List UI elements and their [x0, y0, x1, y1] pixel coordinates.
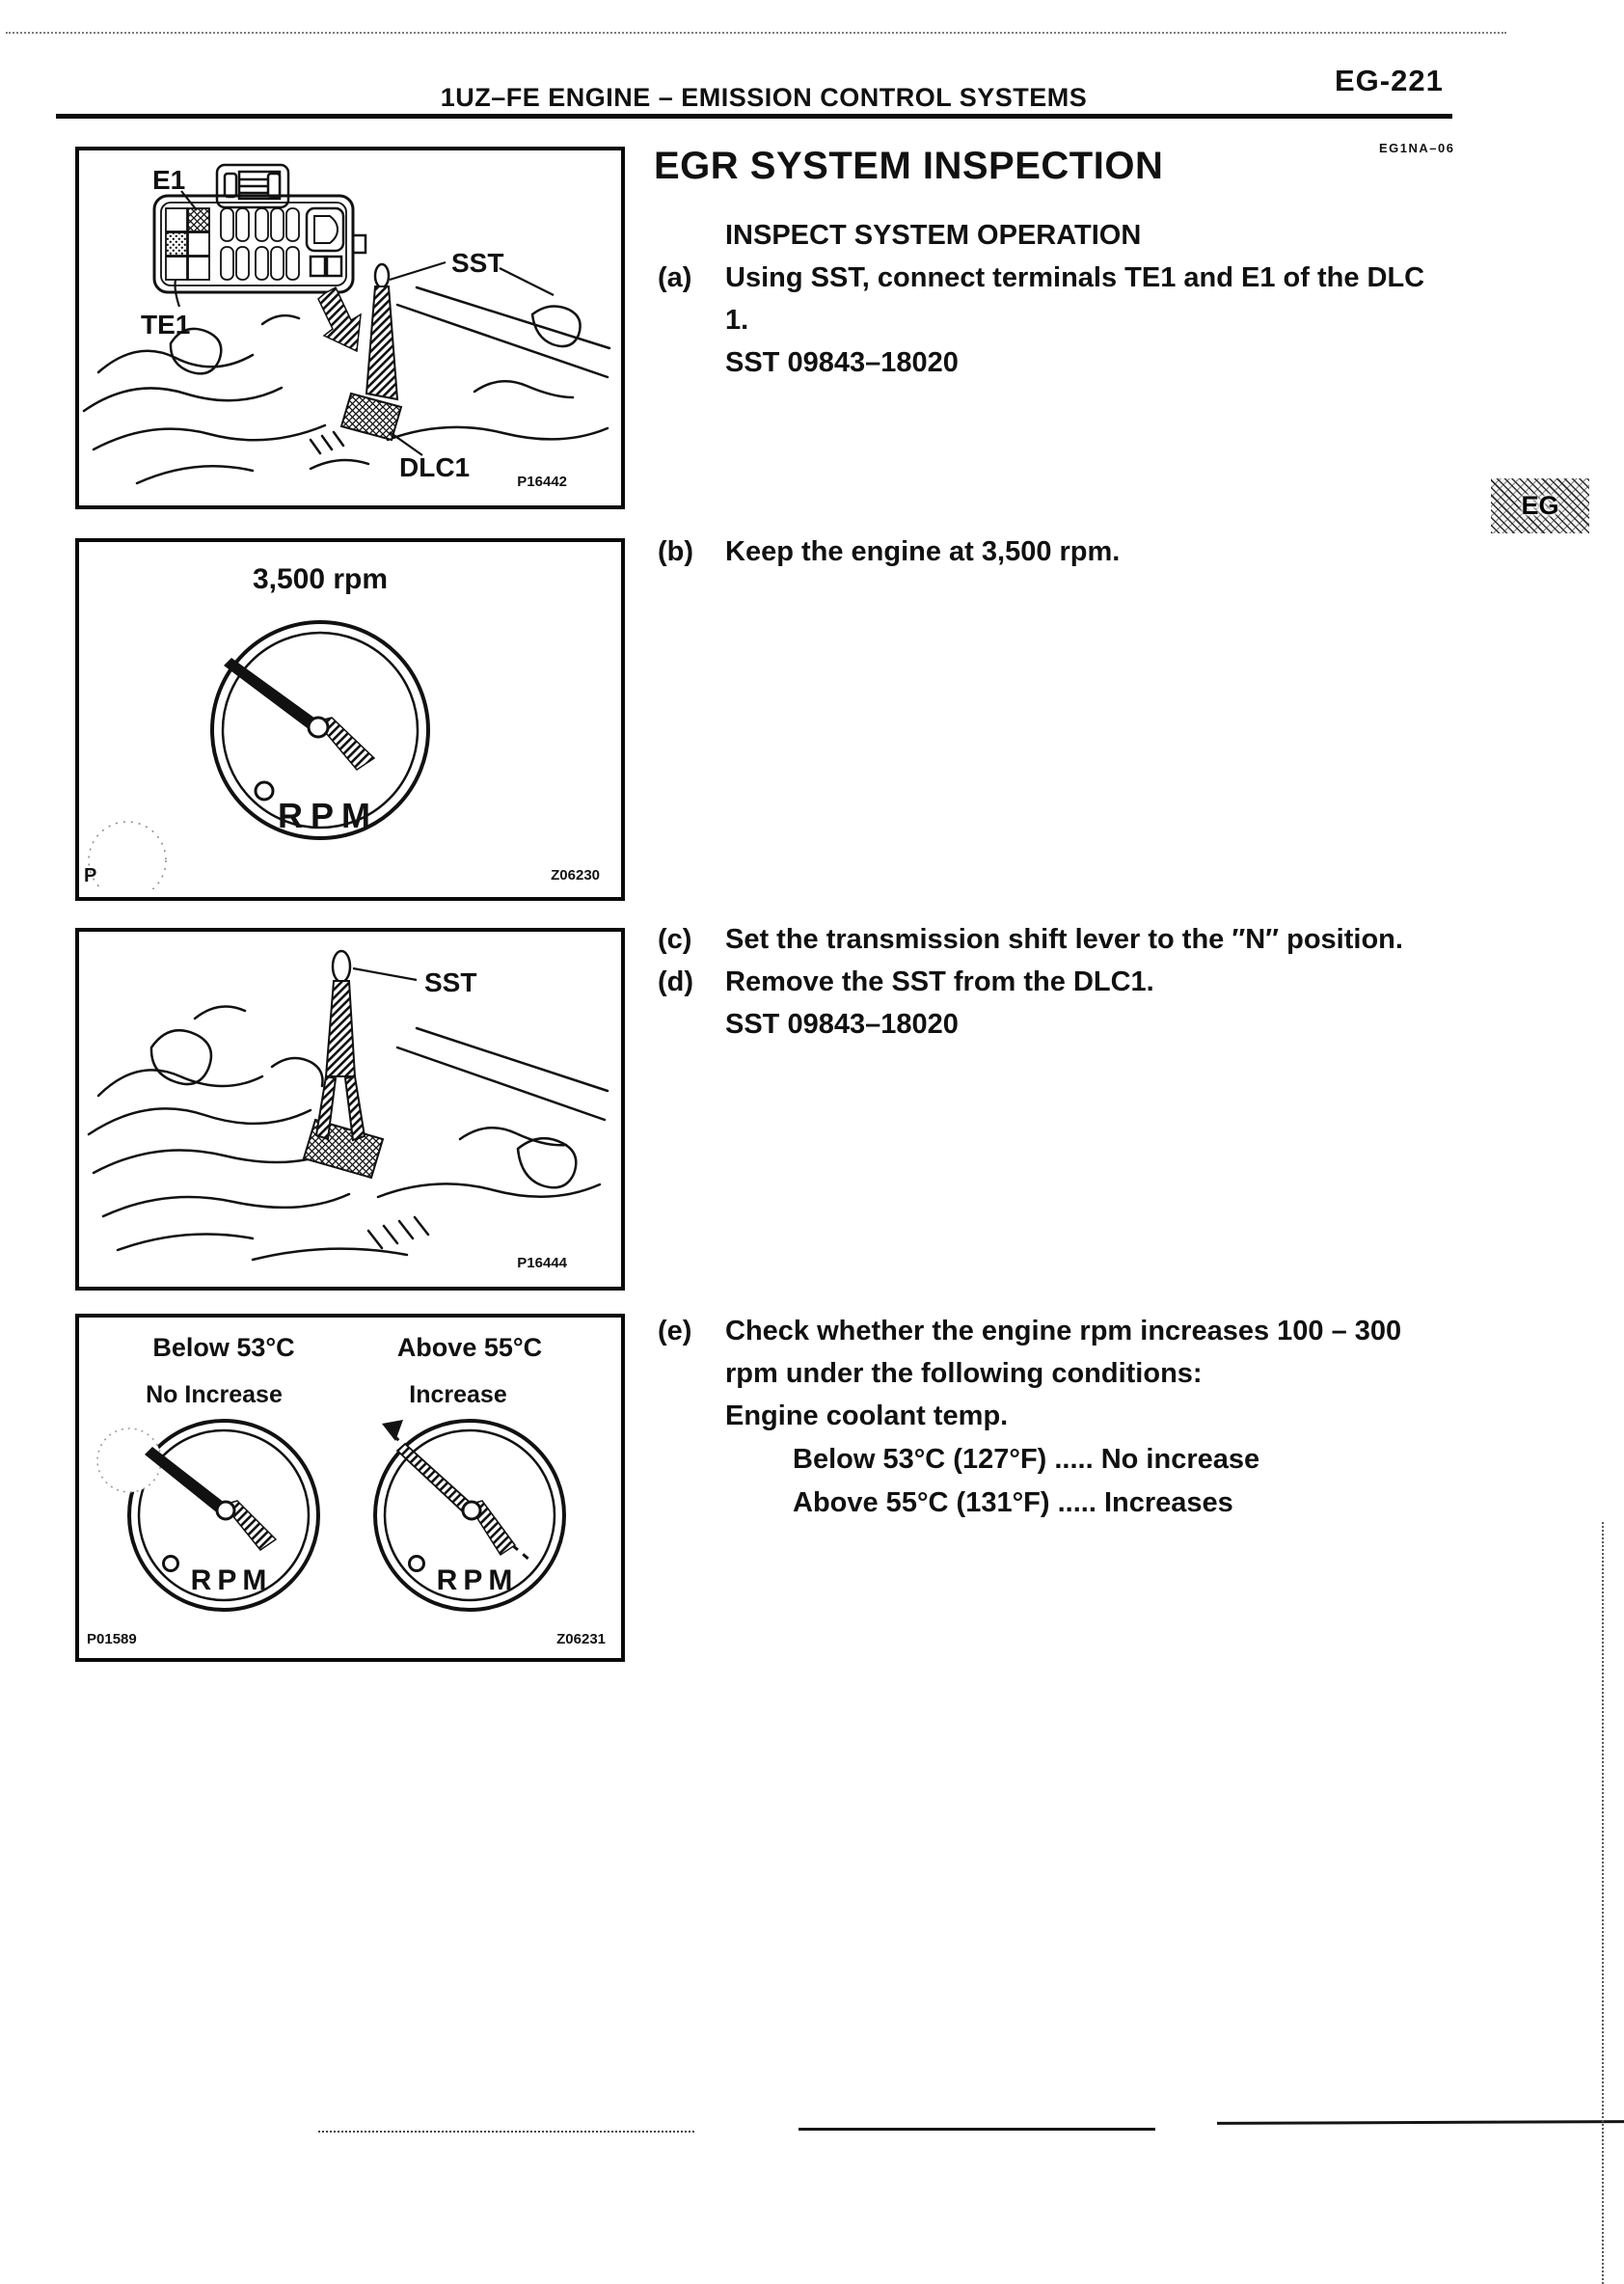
scan-artifact-top-edge [6, 32, 1506, 34]
gauge-above-55c [375, 1333, 564, 1610]
step-a-label: (a) [658, 262, 692, 293]
gauge-label: RPM [190, 1564, 273, 1596]
label-e1: E1 [152, 165, 186, 195]
scan-whiteout-artifact [97, 1428, 161, 1492]
leader-line-sst [353, 968, 417, 980]
label-sst: SST [424, 967, 477, 997]
figure-code: Z06230 [551, 867, 600, 884]
step-d-label: (d) [658, 966, 694, 997]
label-te1: TE1 [141, 310, 191, 340]
needle [224, 658, 322, 735]
needle-hub [309, 718, 328, 737]
step-c-label: (c) [658, 924, 692, 955]
gauge-below-53c [97, 1333, 318, 1610]
label-dlc1: DLC1 [399, 452, 471, 482]
figure-coolant-temp-gauges [75, 1314, 625, 1662]
gauge-dot [164, 1557, 178, 1571]
step-d-line2: SST 09843–18020 [725, 1009, 959, 1040]
scan-artifact-bottom-dots [318, 2131, 694, 2133]
header-rule [56, 114, 1452, 119]
figure-tachometer-art [79, 542, 613, 889]
connector-keyway-art [307, 208, 365, 276]
scan-artifact-bottom-line-2 [1217, 2120, 1624, 2125]
gauge-left-subtitle: No Increase [146, 1381, 283, 1408]
step-d-line1: Remove the SST from the DLC1. [725, 966, 1154, 997]
figure-code-right: Z06231 [556, 1631, 606, 1647]
tachometer-gauge [212, 622, 428, 838]
step-e-line5: Above 55°C (131°F) ..... Increases [793, 1487, 1233, 1518]
figure-dlc1-connection [75, 147, 625, 509]
scan-artifact-bottom-line-1 [798, 2128, 1155, 2131]
step-a-line3: SST 09843–18020 [725, 347, 959, 378]
step-a-line2: 1. [725, 305, 749, 336]
page-number: EG-221 [1335, 64, 1444, 97]
procedure-heading: INSPECT SYSTEM OPERATION [725, 220, 1142, 251]
doc-code: EG1NA–06 [1379, 141, 1455, 155]
step-b-label: (b) [658, 536, 694, 567]
step-e-label: (e) [658, 1316, 692, 1346]
needle-hub [463, 1502, 480, 1519]
figure-coolant-gauges-art [79, 1318, 613, 1650]
connector-pins-art [166, 208, 299, 280]
figure-sst-removal-art [79, 932, 613, 1279]
dlc1-connector-art [304, 1120, 383, 1178]
figure-sst-removal [75, 928, 625, 1291]
figure-dlc1-art [79, 150, 613, 498]
increase-arrowhead [382, 1420, 403, 1441]
page-title: EGR SYSTEM INSPECTION [654, 145, 1164, 187]
gauge-dot [256, 782, 273, 800]
step-c-line1: Set the transmission shift lever to the ″N″ position. [725, 924, 1403, 955]
figure-code: P16442 [517, 474, 567, 490]
step-a-line1: Using SST, connect terminals TE1 and E1 of the DLC [725, 262, 1425, 293]
step-e-line3: Engine coolant temp. [725, 1400, 1009, 1431]
stamp-artifact-arc [89, 822, 166, 889]
connector-clip-art [217, 165, 288, 207]
section-tab-label: EG [1521, 491, 1559, 520]
gauge-right-subtitle: Increase [409, 1381, 507, 1408]
step-e-line4: Below 53°C (127°F) ..... No increase [793, 1444, 1260, 1475]
needle-hub [217, 1502, 234, 1519]
scan-artifact-right-edge [1602, 1522, 1604, 2284]
gauge-label: RPM [278, 796, 378, 835]
sst-tool-art [316, 951, 365, 1140]
figure-code-left: P01589 [87, 1631, 137, 1647]
step-e-line1: Check whether the engine rpm increases 100 – 300 [725, 1316, 1402, 1346]
gauge-right-title: Above 55°C [396, 1333, 543, 1362]
gauge-caption: 3,500 rpm [252, 563, 389, 595]
figure-tachometer-3500 [75, 538, 625, 901]
sst-probe-art [318, 264, 397, 399]
gauge-label: RPM [436, 1564, 519, 1596]
gauge-left-title: Below 53°C [152, 1333, 295, 1362]
section-tab [1491, 478, 1589, 533]
gauge-dot [410, 1557, 424, 1571]
step-b-line1: Keep the engine at 3,500 rpm. [725, 536, 1121, 567]
figure-code: P16444 [517, 1255, 567, 1271]
running-header: 1UZ–FE ENGINE – EMISSION CONTROL SYSTEMS [440, 83, 1088, 112]
label-sst: SST [451, 248, 504, 278]
step-e-line2: rpm under the following conditions: [725, 1358, 1203, 1389]
stamp-artifact-letter: P [84, 865, 97, 886]
